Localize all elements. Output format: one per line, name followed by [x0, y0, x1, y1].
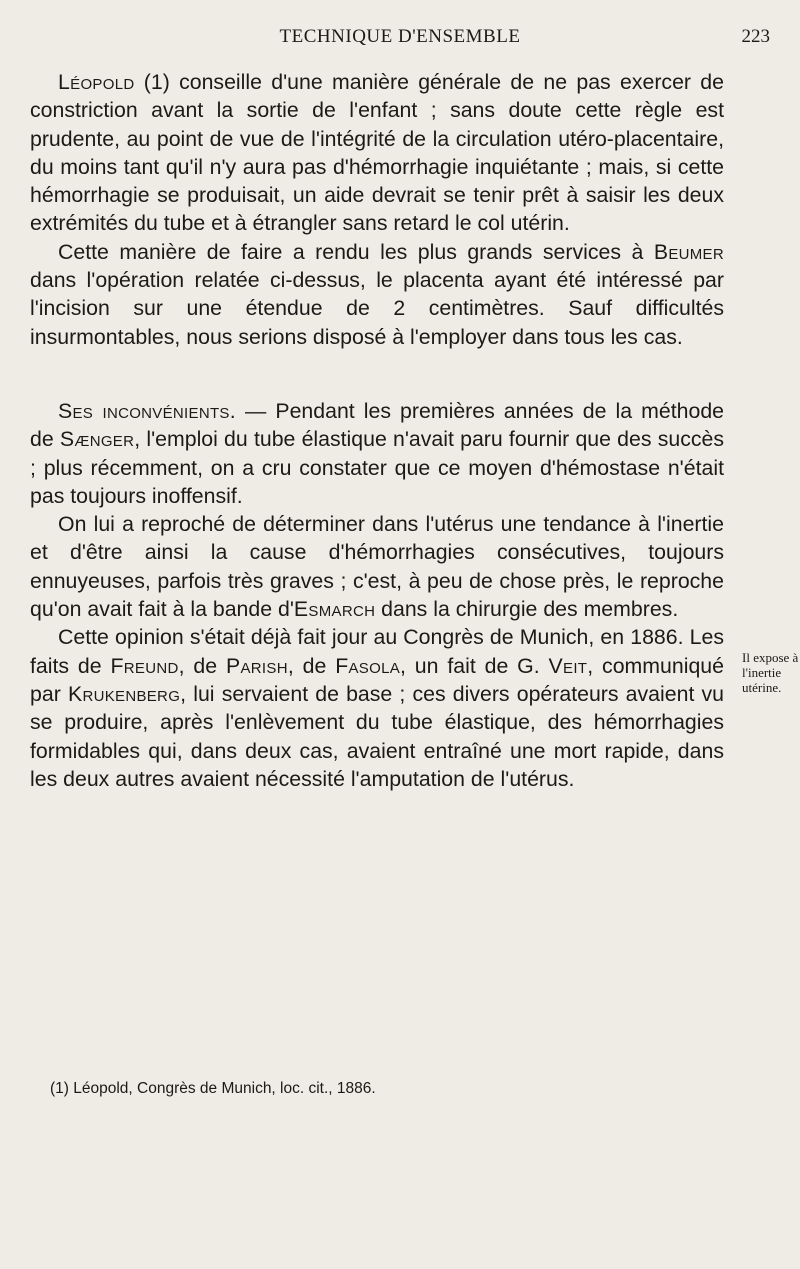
margin-note: Il expose à l'inertie utérine. — [742, 650, 799, 695]
paragraph-inconvenients — [30, 397, 724, 510]
paragraph-inertie — [30, 510, 724, 623]
paragraph-text: , l'emploi du tube élastique n'avait paru fournir que des succès ; plus récemment, on a cru constater que ce moyen d'hémostase n'était pas toujours inoffensif. — [30, 427, 724, 508]
paragraph-beumer — [30, 238, 724, 351]
footnote: (1) Léopold, Congrès de Munich, loc. cit., 1886. — [50, 1080, 376, 1097]
paragraph-text: Cette manière de faire a rendu les plus grands services à — [58, 239, 654, 264]
author-name: Esmarch — [293, 597, 376, 622]
author-name: Léopold — [58, 70, 135, 94]
paragraph-text: — Pendant les premières années de la méthode de — [30, 398, 725, 452]
paragraph-leopold — [30, 68, 724, 238]
paragraph-text: dans la chirurgie des membres. — [375, 597, 679, 622]
paragraph-text: (1) conseille d'une manière générale de ne pas exercer de constriction avant la sortie de l'enfant ; sans doute cette règle est prudente, au point de vue de l'intégrité de la circulation utéro-placentaire, du moins tant qu'il n'y aura pas d'hémorrhagie inquiétante ; mais, si cette hémorrhagie se produisait, un aide devrait se tenir prêt à saisir les deux extrémités du tube et à étrangler sans retard le col utérin. — [30, 70, 724, 236]
page-number: 223 — [741, 26, 770, 47]
author-name: Beumer — [653, 239, 724, 264]
paragraph-congres-munich — [30, 623, 724, 793]
author-name: Freund — [110, 653, 179, 678]
paragraph-text: , lui servaient de base ; ces divers opérateurs avaient vu se produire, après l'enlèvement du tube élastique, des hémorrhagies formidables qui, dans deux cas, avaient entraîné une mort rapide, dans les deux autres avaient nécessité l'amputation de l'utérus. — [30, 681, 725, 791]
paragraph-text: , de — [287, 653, 336, 678]
paragraph-text: , communiqué par — [30, 653, 724, 706]
author-name: Krukenberg — [67, 681, 181, 706]
running-title: TECHNIQUE D'ENSEMBLE — [279, 26, 521, 47]
section-gap — [30, 351, 724, 397]
paragraph-text: Cette opinion s'était déjà fait jour au Congrès de Munich, en 1886. Les faits de — [30, 625, 724, 678]
author-name: Veit — [548, 653, 588, 678]
body-text — [30, 68, 724, 793]
author-name: Fasola — [335, 653, 401, 678]
section-heading: Ses inconvénients. — [58, 398, 236, 423]
paragraph-text: , un fait de G. — [400, 653, 549, 678]
author-name: Sænger — [59, 427, 135, 452]
paragraph-text: , de — [178, 653, 226, 678]
paragraph-text: dans l'opération relatée ci-dessus, le placenta ayant été intéressé par l'incision sur une étendue de 2 centimètres. Sauf difficultés insurmontables, nous serions disposé à l'employer dans tous les cas. — [30, 268, 724, 349]
page-header — [0, 18, 800, 58]
paragraph-text: On lui a reproché de déterminer dans l'utérus une tendance à l'inertie et d'être ainsi la cause d'hémorrhagies consécutives, toujours ennuyeuses, parfois très graves ; c'est, à peu de chose près, le reproche qu'on avait fait à la bande d' — [30, 512, 724, 622]
author-name: Parish — [225, 653, 288, 678]
